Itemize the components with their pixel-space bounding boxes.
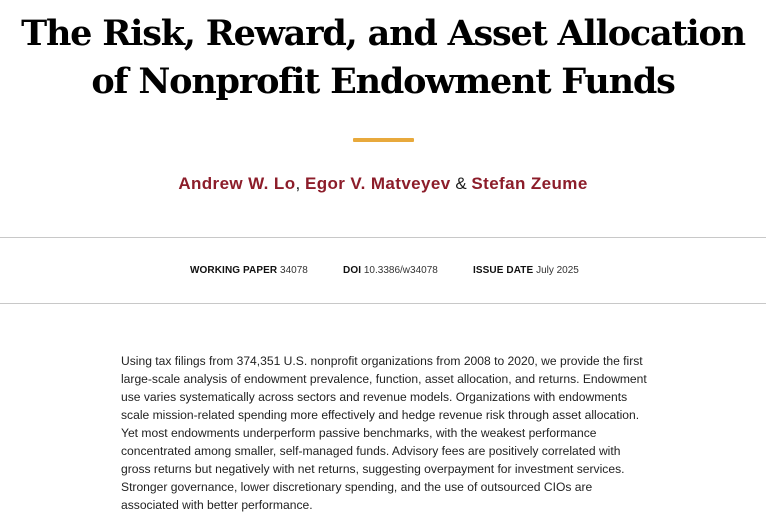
accent-divider xyxy=(353,138,414,142)
doi-value: 10.3386/w34078 xyxy=(363,265,438,276)
doi-label: DOI xyxy=(343,265,362,276)
meta-divider-top xyxy=(0,237,766,238)
working-paper-value: 34078 xyxy=(280,265,308,276)
author-separator-comma: , xyxy=(295,174,301,193)
issue-date-value: July 2025 xyxy=(536,265,579,276)
author-link-matveyev[interactable]: Egor V. Matveyev xyxy=(304,174,451,193)
working-paper-number xyxy=(190,264,308,278)
author-list xyxy=(0,172,766,196)
meta-divider-bottom xyxy=(0,303,766,304)
issue-date-label: ISSUE DATE xyxy=(473,265,534,276)
paper-title: The Risk, Reward, and Asset Allocation of Nonprofit Endowment Funds xyxy=(21,13,745,102)
author-link-lo[interactable]: Andrew W. Lo xyxy=(178,174,296,193)
abstract-text: Using tax filings from 374,351 U.S. nonprofit organizations from 2008 to 2020, we provide the first large-scale analysis of endowment prevalence, function, asset allocation, and returns. Endowment use varies systematically across sectors and revenue models. Organizations with endowments scale mission-related spending more effectively and hedge revenue risk through asset allocation. Yet most endowments underperform passive benchmarks, with the weakest performance concentrated among smaller, self-managed funds. Advisory fees are positively correlated with gross returns but negatively with net returns, suggesting overpayment for investment services. Stronger governance, lower discretionary spending, and the use of outsourced CIOs are associated with better performance. xyxy=(121,354,647,512)
author-link-zeume[interactable]: Stefan Zeume xyxy=(471,174,588,193)
author-separator-ampersand: & xyxy=(455,174,467,193)
issue-date xyxy=(473,264,579,278)
doi xyxy=(343,264,438,278)
working-paper-label: WORKING PAPER xyxy=(190,265,278,276)
